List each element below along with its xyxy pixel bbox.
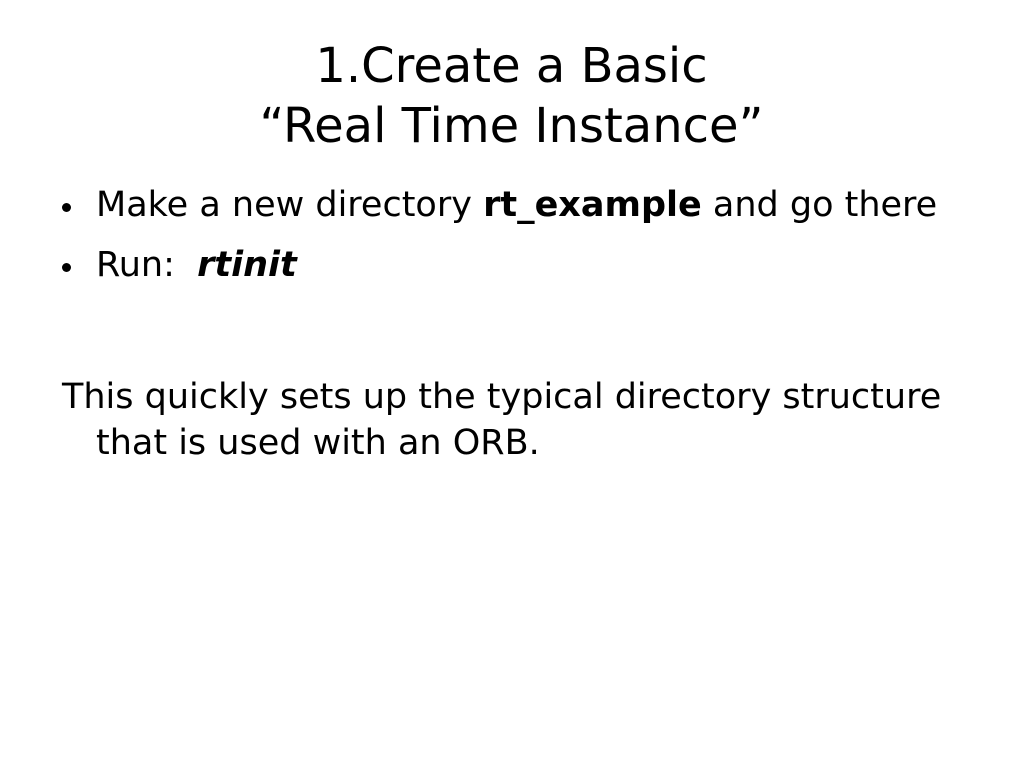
bullet-dot-icon (62, 203, 71, 212)
bullet-text-suffix: and go there (701, 185, 938, 225)
slide-title-line-1: 1.Create a Basic (315, 38, 708, 94)
slide-title-line-2: “Real Time Instance” (259, 98, 764, 154)
bullet-list (60, 183, 1000, 303)
bullet-item-run-command (60, 243, 1000, 287)
bullet-text-prefix: Run: (96, 245, 198, 285)
bullet-item-make-directory (60, 183, 1000, 227)
command-name: rtinit (197, 245, 297, 285)
bullet-text-prefix: Make a new directory (96, 185, 484, 225)
directory-name: rt_example (483, 185, 702, 225)
description-paragraph: This quickly sets up the typical directory structure that is used with an ORB. (62, 377, 942, 463)
slide-title (0, 36, 1023, 156)
bullet-dot-icon (62, 263, 71, 272)
